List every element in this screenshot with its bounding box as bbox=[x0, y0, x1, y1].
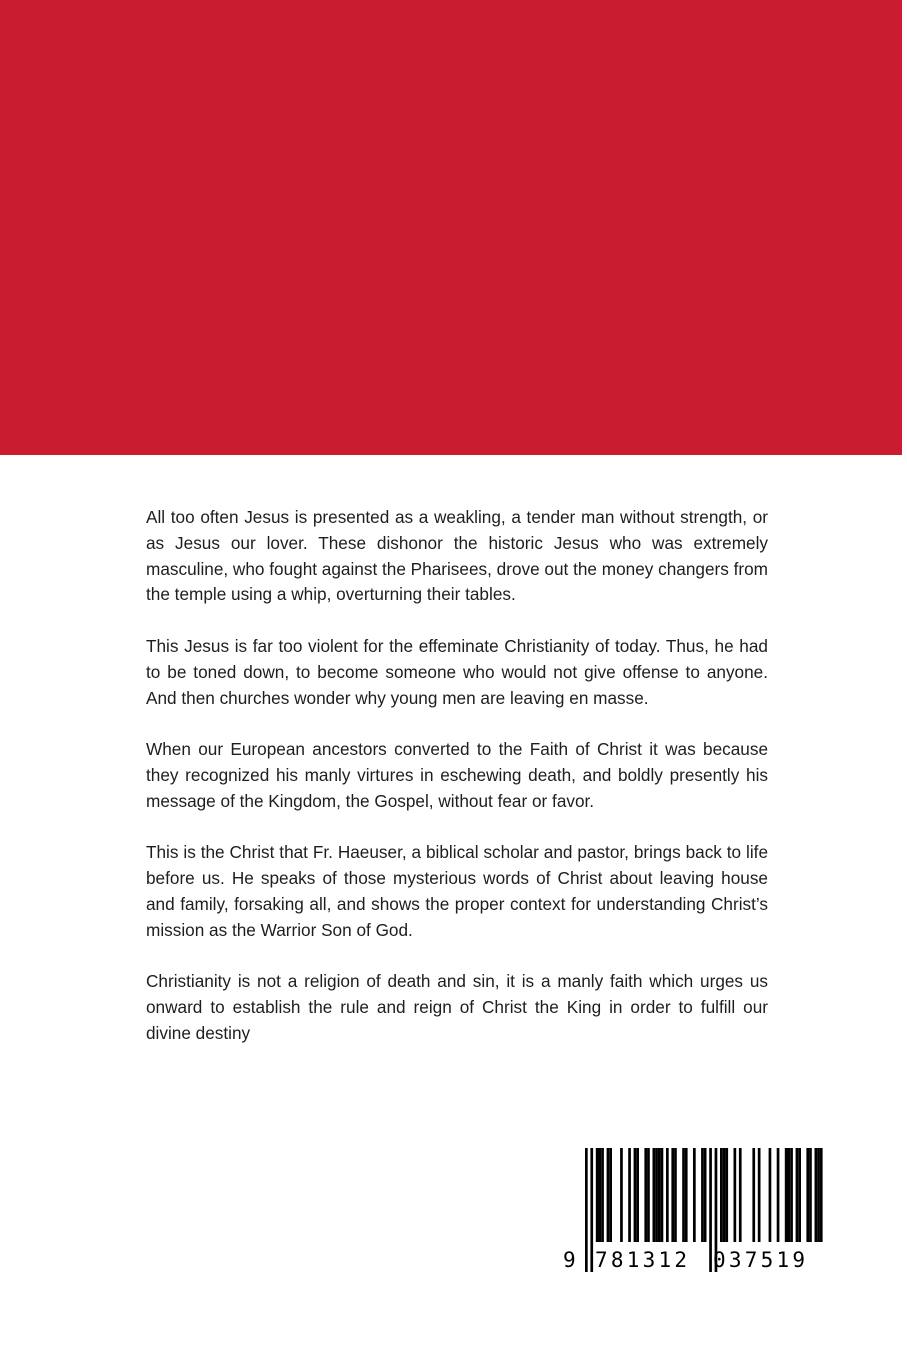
barcode-bar bbox=[682, 1148, 685, 1242]
barcode-bar bbox=[658, 1148, 661, 1242]
barcode-bar bbox=[788, 1148, 791, 1242]
barcode-bar bbox=[693, 1148, 696, 1242]
barcode-bar bbox=[685, 1148, 688, 1242]
barcode-bar bbox=[653, 1148, 656, 1242]
barcode-bar bbox=[758, 1148, 761, 1242]
blurb-paragraph-2: This Jesus is far too violent for the effeminate Christianity of today. Thus, he had to be toned down, to become someone who would not give offense to anyone. And then churches wonder why young men are leaving en masse. bbox=[146, 635, 768, 708]
blurb-paragraph-5: Christianity is not a religion of death and sin, it is a manly faith which urges us onward to establish the rule and reign of Christ the King in order to fulfill our divine destiny bbox=[146, 971, 768, 1043]
barcode-bar bbox=[798, 1148, 801, 1242]
barcode-bar bbox=[601, 1148, 604, 1242]
barcode-bar bbox=[785, 1148, 788, 1242]
barcode-bar bbox=[609, 1148, 612, 1242]
isbn-left-digits: 781312 bbox=[595, 1248, 687, 1272]
barcode-bar bbox=[655, 1148, 658, 1242]
barcode-bar bbox=[647, 1148, 650, 1242]
barcode-guard-bar bbox=[585, 1148, 588, 1272]
isbn-barcode bbox=[561, 1146, 825, 1276]
barcode-bar bbox=[661, 1148, 664, 1242]
barcode-bar bbox=[701, 1148, 704, 1242]
barcode-bar bbox=[739, 1148, 742, 1242]
isbn-first-digit: 9 bbox=[563, 1248, 576, 1272]
barcode-bar bbox=[752, 1148, 755, 1242]
barcode-bar bbox=[809, 1148, 812, 1242]
barcode-bar bbox=[704, 1148, 707, 1242]
barcode-bar bbox=[666, 1148, 669, 1242]
barcode-guard-bar bbox=[709, 1148, 712, 1272]
barcode-bar bbox=[790, 1148, 793, 1242]
barcode-bar bbox=[723, 1148, 726, 1242]
barcode-bar bbox=[674, 1148, 677, 1242]
barcode-bar bbox=[599, 1148, 602, 1242]
barcode-bar bbox=[634, 1148, 637, 1242]
blurb-paragraph-4: This is the Christ that Fr. Haeuser, a biblical scholar and pastor, brings back to life before us. He speaks of those mysterious words of Christ about leaving house and family, forsaking all, and shows the proper context for understanding Christ’s mission as the Warrior Son of God. bbox=[146, 842, 768, 940]
barcode-bar bbox=[596, 1148, 599, 1242]
red-color-band bbox=[0, 0, 902, 455]
blurb-paragraph-3: When our European ancestors converted to the Faith of Christ it was because they recognized his manly virtures in eschewing death, and boldly presently his message of the Kingdom, the Gospel, without fear or favor. bbox=[146, 739, 768, 811]
barcode-bar bbox=[620, 1148, 623, 1242]
barcode-bar bbox=[796, 1148, 799, 1242]
barcode-bar bbox=[725, 1148, 728, 1242]
barcode-bar bbox=[636, 1148, 639, 1242]
barcode-graphic bbox=[561, 1146, 825, 1276]
barcode-bar bbox=[820, 1148, 823, 1242]
barcode-bar bbox=[671, 1148, 674, 1242]
barcode-bar bbox=[817, 1148, 820, 1242]
barcode-bar bbox=[607, 1148, 610, 1242]
back-cover-blurb bbox=[146, 505, 768, 1073]
barcode-bar bbox=[815, 1148, 818, 1242]
barcode-guard-bar bbox=[590, 1148, 593, 1272]
barcode-bar bbox=[777, 1148, 780, 1242]
barcode-bar bbox=[769, 1148, 772, 1242]
barcode-bar bbox=[806, 1148, 809, 1242]
blurb-paragraph-1: All too often Jesus is presented as a weakling, a tender man without strength, or as Jesus our lover. These dishonor the historic Jesus who was extremely masculine, who fought against the Pharisees, drove out the money changers from the temple using a whip, overturning their tables. bbox=[146, 507, 768, 605]
isbn-right-digits: 037519 bbox=[713, 1248, 805, 1272]
barcode-bar bbox=[720, 1148, 723, 1242]
barcode-bar bbox=[628, 1148, 631, 1242]
barcode-bar bbox=[644, 1148, 647, 1242]
barcode-bar bbox=[734, 1148, 737, 1242]
